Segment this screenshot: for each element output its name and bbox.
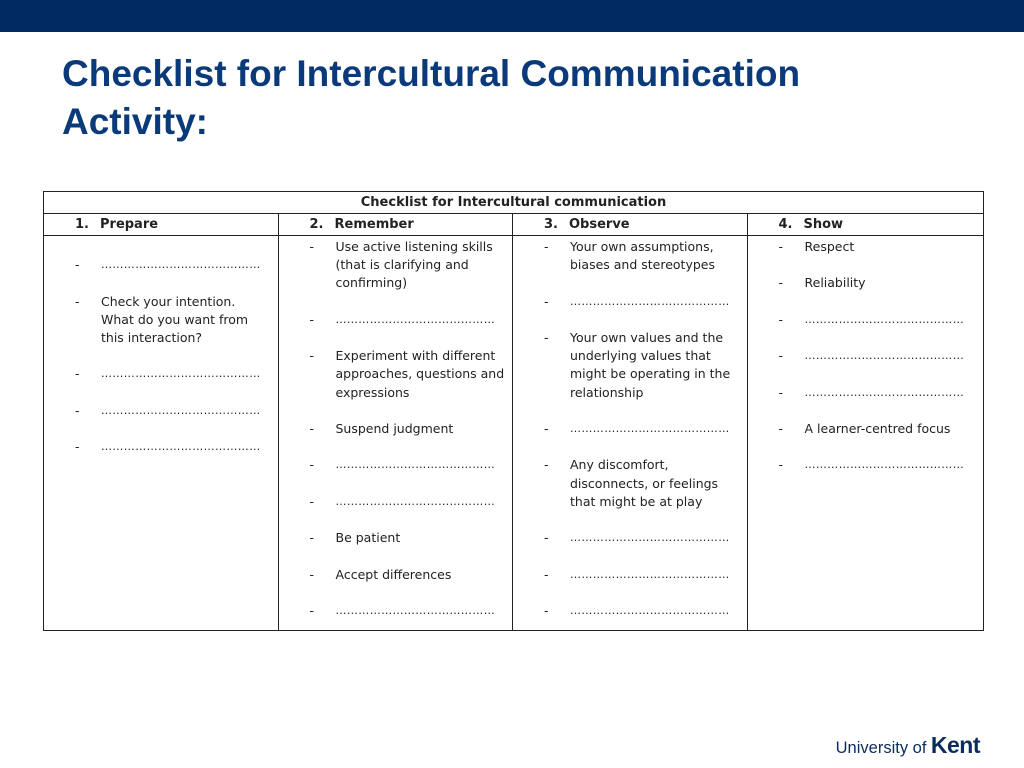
slide-title-line-2: Activity: [62, 101, 208, 142]
checklist-item-text: Respect [804, 239, 855, 254]
bullet-dash: - [544, 239, 549, 254]
bullet-dash: - [778, 457, 784, 473]
bullet-dash: - [309, 311, 315, 327]
bullet-dash: - [778, 421, 784, 436]
column-items [748, 236, 984, 631]
checklist-item [779, 311, 978, 329]
bullet-dash: - [544, 603, 549, 618]
university-of-kent-logo [836, 732, 980, 759]
bullet-dash: - [544, 457, 549, 473]
checklist-item-text: …………………………………… [570, 567, 730, 581]
checklist-item [544, 566, 741, 584]
checklist-item-text: …………………………………… [570, 531, 730, 545]
checklist-item [779, 456, 978, 474]
checklist-item [779, 384, 978, 402]
column-heading [279, 214, 513, 236]
checklist-item-text: …………………………………… [335, 458, 496, 472]
bullet-dash: - [778, 348, 784, 364]
checklist-item-text: …………………………………… [570, 604, 730, 617]
checklist-item [310, 566, 507, 584]
checklist-item [310, 238, 507, 293]
column-heading [44, 214, 278, 236]
checklist-item-text: …………………………………… [570, 294, 730, 308]
checklist-item [75, 402, 272, 420]
checklist-item [75, 293, 272, 348]
checklist-item [779, 347, 978, 365]
checklist-item-text: Your own values and the underlying values that might be operating in the relationship [570, 330, 731, 400]
column-show [748, 214, 984, 631]
checklist-item-text: …………………………………… [335, 604, 496, 617]
column-observe [513, 214, 748, 631]
logo-name: Kent [930, 732, 980, 758]
checklist-item-text: …………………………………… [101, 258, 261, 272]
bullet-dash: - [778, 384, 784, 400]
checklist-item [544, 456, 741, 511]
bullet-dash: - [309, 239, 315, 254]
bullet-dash: - [778, 311, 784, 327]
column-items [279, 236, 513, 631]
bullet-dash: - [75, 366, 80, 382]
slide-title [62, 50, 962, 146]
column-title: Prepare [100, 217, 159, 232]
checklist-item [544, 293, 741, 311]
checklist-item-text: A learner-centred focus [804, 421, 951, 436]
checklist-item [310, 420, 507, 438]
checklist-item-text: …………………………………… [335, 312, 496, 326]
bullet-dash: - [309, 603, 315, 618]
bullet-dash: - [309, 457, 315, 473]
bullet-dash: - [544, 530, 549, 546]
bullet-dash: - [309, 493, 315, 509]
column-heading [513, 214, 747, 236]
checklist-item [75, 365, 272, 383]
bullet-dash: - [778, 275, 784, 291]
header-bar [0, 0, 1024, 32]
logo-prefix: University of [835, 739, 927, 757]
bullet-dash: - [75, 402, 80, 418]
table-title: Checklist for Intercultural communication [44, 192, 983, 214]
checklist-item-text: …………………………………… [804, 385, 965, 399]
checklist-item-text: Suspend judgment [335, 421, 454, 436]
checklist-item [310, 347, 507, 402]
bullet-dash: - [544, 566, 549, 582]
bullet-dash: - [309, 566, 315, 582]
column-remember [279, 214, 514, 631]
checklist-item-text: Accept differences [335, 566, 452, 582]
column-items [44, 236, 278, 631]
column-number: 3. [544, 217, 558, 232]
bullet-dash: - [75, 293, 80, 309]
bullet-dash: - [309, 530, 315, 546]
checklist-item-text: …………………………………… [804, 458, 965, 472]
checklist-item-text: …………………………………… [335, 494, 496, 508]
checklist-item [310, 529, 507, 547]
checklist-item-text: Reliability [804, 275, 866, 291]
checklist-item-text: Use active listening skills (that is clarifying and confirming) [335, 239, 493, 291]
checklist-item-text: …………………………………… [570, 422, 730, 435]
checklist-item-text: Your own assumptions, biases and stereotypes [570, 239, 715, 273]
checklist-item [779, 420, 978, 438]
checklist-item-text: …………………………………… [101, 403, 261, 417]
checklist-item [310, 602, 507, 620]
bullet-dash: - [309, 421, 315, 436]
checklist-table [43, 191, 984, 631]
column-title: Remember [334, 217, 414, 232]
checklist-item-text: …………………………………… [101, 440, 261, 454]
column-number: 4. [778, 217, 793, 232]
checklist-item-text: …………………………………… [804, 349, 965, 363]
column-items [513, 236, 747, 631]
checklist-item [779, 274, 978, 292]
checklist-item [544, 420, 741, 438]
column-prepare [44, 214, 279, 631]
checklist-item [544, 602, 741, 620]
checklist-item-text: …………………………………… [804, 312, 965, 326]
checklist-item [779, 238, 978, 256]
column-title: Observe [569, 217, 630, 232]
checklist-item [310, 311, 507, 329]
checklist-item [310, 456, 507, 474]
checklist-item [544, 529, 741, 547]
checklist-item [310, 493, 507, 511]
checklist-item-text: Experiment with different approaches, questions and expressions [335, 348, 505, 400]
checklist-item-text: Check your intention. What do you want from this interaction? [101, 293, 249, 345]
checklist-item-text: Any discomfort, disconnects, or feelings that might be at play [570, 457, 719, 509]
bullet-dash: - [778, 239, 784, 254]
column-number: 2. [309, 217, 324, 232]
checklist-item [75, 256, 272, 274]
bullet-dash: - [544, 293, 549, 309]
slide-title-line-1: Checklist for Intercultural Communication [62, 53, 801, 94]
checklist-item [544, 238, 741, 274]
column-number: 1. [75, 217, 89, 232]
table-columns [44, 214, 983, 631]
column-heading [748, 214, 984, 236]
bullet-dash: - [75, 257, 80, 273]
bullet-dash: - [544, 330, 549, 345]
checklist-item [544, 329, 741, 402]
bullet-dash: - [544, 421, 549, 436]
checklist-item-text: …………………………………… [101, 367, 261, 381]
bullet-dash: - [75, 439, 80, 455]
checklist-item-text: Be patient [335, 530, 401, 546]
checklist-item [75, 438, 272, 456]
column-title: Show [803, 217, 844, 232]
bullet-dash: - [309, 348, 315, 364]
